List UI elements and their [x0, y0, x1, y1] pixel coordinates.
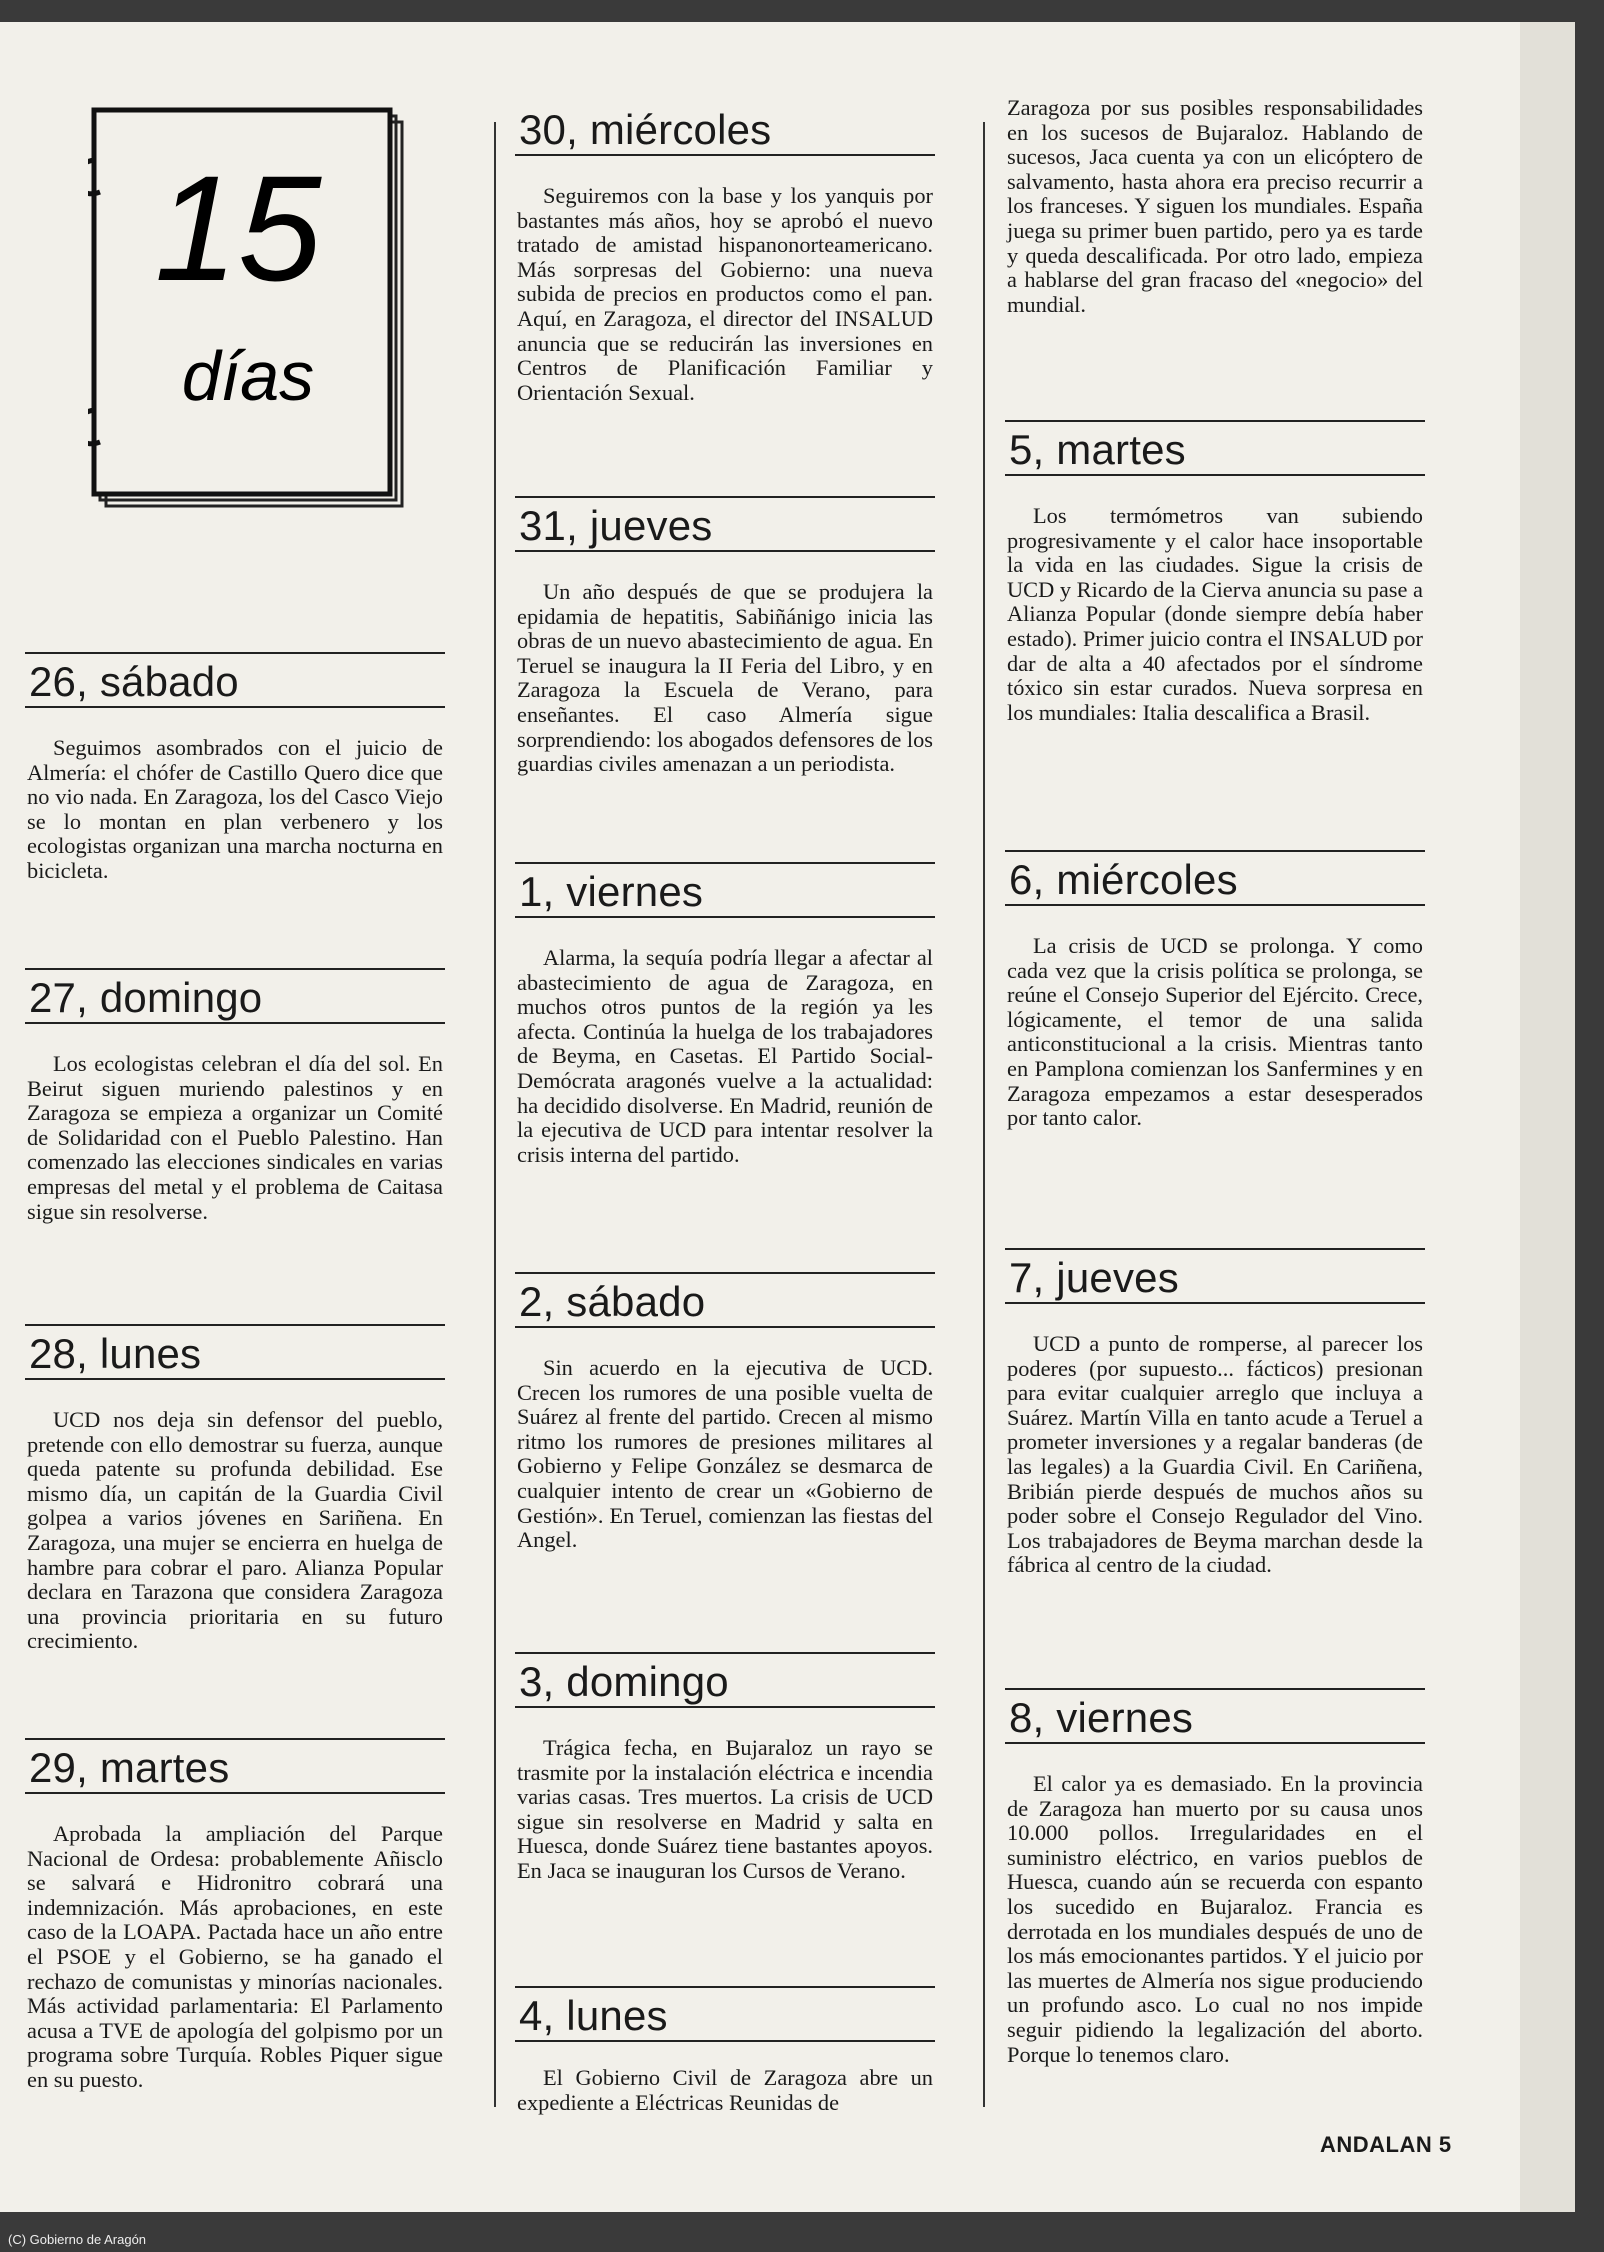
day-heading: 5, martes: [1009, 426, 1186, 473]
day-heading: 27, domingo: [29, 974, 263, 1021]
day-text: Los ecologistas celebran el día del sol. En Beirut siguen muriendo palestinos y en Zaragoza se empieza a organizar un Comité de Solidaridad con el Pueblo Palestino. Han comenzado las elecciones sindicales en varias empresas del metal y el problema de Caitasa sigue sin resolverse.: [27, 1051, 443, 1224]
page-edge: [1520, 22, 1575, 2212]
day-entry: [25, 968, 445, 1247]
day-entry: [25, 1738, 445, 2115]
day-entry: [1005, 850, 1425, 1153]
day-heading: 3, domingo: [519, 1658, 729, 1705]
day-entry: [515, 862, 935, 1190]
day-text: Seguiremos con la base y los yanquis por bastantes más años, hoy se aprobó el nuevo tratado de amistad hispanonorteamericano. Más sorpresas del Gobierno: una nueva subida de precios en productos como el pan. Aquí, en Zaragoza, el director del INSALUD anuncia que se reducirán las inversiones en Centros de Planificación Familiar y Orientación Sexual.: [517, 183, 933, 405]
day-text: UCD nos deja sin defensor del pueblo, pretende con ello demostrar su fuerza, aunque queda patente su profunda debilidad. Ese mismo día, un capitán de la Guardia Civil golpea a varios jóvenes en Sariñena. En Zaragoza, una mujer se encierra en huelga de hambre para cobrar el paro. Alianza Popular declara en Tarazona que considera Zaragoza una provincia prioritaria en su futuro crecimiento.: [27, 1407, 443, 1654]
day-heading: 30, miércoles: [519, 106, 772, 153]
copyright-notice: (C) Gobierno de Aragón: [8, 2232, 147, 2247]
day-entry: [515, 1272, 935, 1575]
column-divider: [494, 122, 496, 2107]
day-text: El Gobierno Civil de Zaragoza abre un expediente a Eléctricas Reunidas de: [517, 2065, 933, 2115]
day-text: Aprobada la ampliación del Parque Nacional de Ordesa: probablemente Añisclo se salvará e Hidronitro cobrará una indemnización. Más aprobaciones, en este caso de la LOAPA. Pactada hace un año entre el PSOE y el Gobierno, se ha ganado el rechazo de comunistas y minorías nacionales. Más actividad parlamentaria: El Parlamento acusa a TVE de apología del golpismo por un programa sobre Turquía. Robles Piquer sigue en su puesto.: [27, 1821, 443, 2092]
day-heading: 8, viernes: [1009, 1694, 1194, 1741]
day-entry: [1005, 1248, 1425, 1600]
column-divider: [983, 122, 985, 2107]
day-text: Sin acuerdo en la ejecutiva de UCD. Crecen los rumores de una posible vuelta de Suárez al frente del partido. Crecen al mismo ritmo los rumores de presiones militares al Gobierno y Felipe González se desmarca de cualquier intento de crear un «Gobierno de Gestión». En Teruel, comienzan las fiestas del Angel.: [517, 1355, 933, 1553]
day-entry: [1005, 420, 1425, 748]
magazine-page: [0, 22, 1575, 2212]
day-entry: [1005, 1688, 1425, 2090]
page-footer: [1320, 2132, 1452, 2158]
day-text: Los termómetros van subiendo progresivamente y el calor hace insoportable la vida en las ciudades. Sigue la crisis de UCD y Ricardo de la Cierva anuncia su pase a Alianza Popular (donde siempre debía haber estado). Primer juicio contra el INSALUD por dar de alta a 40 afectados por el síndrome tóxico sin estar curados. Nueva sorpresa en los mundiales: Italia descalifica a Brasil.: [1007, 503, 1423, 725]
day-heading: 29, martes: [29, 1744, 230, 1791]
logo-word: días: [181, 337, 315, 415]
day-heading: 28, lunes: [29, 1330, 202, 1377]
day-entry: [25, 1324, 445, 1676]
day-heading: 7, jueves: [1009, 1254, 1179, 1301]
day-text: Trágica fecha, en Bujaraloz un rayo se trasmite por la instalación eléctrica e incendia varias casas. Tres muertos. La crisis de UCD sigue sin resolverse en Madrid y salta en Huesca, donde Suárez tiene bastantes apoyos. En Jaca se inauguran los Cursos de Verano.: [517, 1735, 933, 1883]
day-text: Alarma, la sequía podría llegar a afectar al abastecimiento de agua de Zaragoza, en muchos otros puntos de la región ya les afecta. Continúa la huelga de los trabajadores de Beyma, en Casetas. El Partido Social-Demócrata aragonés vuelve a la actualidad: ha decidido disolverse. En Madrid, reunión de la ejecutiva de UCD para intentar resolver la crisis interna del partido.: [517, 945, 933, 1167]
day-text: El calor ya es demasiado. En la provincia de Zaragoza han muerto por su causa unos 10.000 pollos. Irregularidades en el suministro eléctrico, en varios pueblos de Huesca, cuando aún se recuerda con espanto los sucedido en Bujaraloz. Francia es derrotada en los mundiales después de uno de los más emocionantes partidos. Y el juicio por las muertes de Almería nos sigue produciendo un profundo asco. Lo cual no nos impide seguir pidiendo la legalización del aborto. Porque lo tenemos claro.: [1007, 1771, 1423, 2067]
page-number: 5: [1438, 2132, 1452, 2157]
day-text: Zaragoza por sus posibles responsabilidades en los sucesos de Bujaraloz. Hablando de sucesos, Jaca cuenta ya con un elicóptero de salvamento, hasta ahora era preciso recurrir a los franceses. Y siguen los mundiales. España juega su primer buen partido, pero ya es tarde y queda descalificada. Por otro lado, empieza a hablarse del gran fracaso del «negocio» del mundial.: [1007, 95, 1423, 317]
publication-name: ANDALAN: [1320, 2132, 1433, 2157]
day-text: UCD a punto de romperse, al parecer los poderes (por supuesto... fácticos) presionan para evitar cualquier arreglo que incluya a Suárez. Martín Villa en tanto acude a Teruel a prometer inversiones y a regalar banderas (de las legales) a la Guardia Civil. En Cariñena, Bribián pierde después de muchos años su poder sobre el Consejo Regulador del Vino. Los trabajadores de Beyma marchan desde la fábrica al centro de la ciudad.: [1007, 1331, 1423, 1578]
day-entry: [515, 1652, 935, 1906]
day-heading: 1, viernes: [519, 868, 704, 915]
day-entry: [515, 102, 935, 428]
day-heading: 31, jueves: [519, 502, 713, 549]
day-heading: 6, miércoles: [1009, 856, 1238, 903]
day-entry: [515, 496, 935, 799]
fifteen-days-logo-icon: [88, 100, 406, 510]
day-entry: [515, 1986, 935, 2138]
day-entry: [1005, 92, 1425, 340]
day-entry: [25, 652, 445, 906]
day-heading: 2, sábado: [519, 1278, 706, 1325]
day-text: Seguimos asombrados con el juicio de Almería: el chófer de Castillo Quero dice que no vio nada. En Zaragoza, los del Casco Viejo se lo montan en plan verbenero y los ecologistas organizan una marcha nocturna en bicicleta.: [27, 735, 443, 883]
day-heading: 26, sábado: [29, 658, 239, 705]
logo-number: 15: [154, 144, 322, 312]
day-heading: 4, lunes: [519, 1992, 668, 2039]
day-text: Un año después de que se produjera la epidamia de hepatitis, Sabiñánigo inicia las obras de un nuevo abastecimiento de agua. En Teruel se inaugura la II Feria del Libro, y en Zaragoza la Escuela de Verano, para enseñantes. El caso Almería sigue sorprendiendo: los abogados defensores de los guardias civiles amenazan a un periodista.: [517, 579, 933, 777]
day-text: La crisis de UCD se prolonga. Y como cada vez que la crisis política se prolonga, se reúne el Consejo Superior del Ejército. Crece, lógicamente, el temor de una salida anticonstitucional a la crisis. Mientras tanto en Pamplona comienzan los Sanfermines y en Zaragoza empezamos a estar desesperados por tanto calor.: [1007, 933, 1423, 1131]
